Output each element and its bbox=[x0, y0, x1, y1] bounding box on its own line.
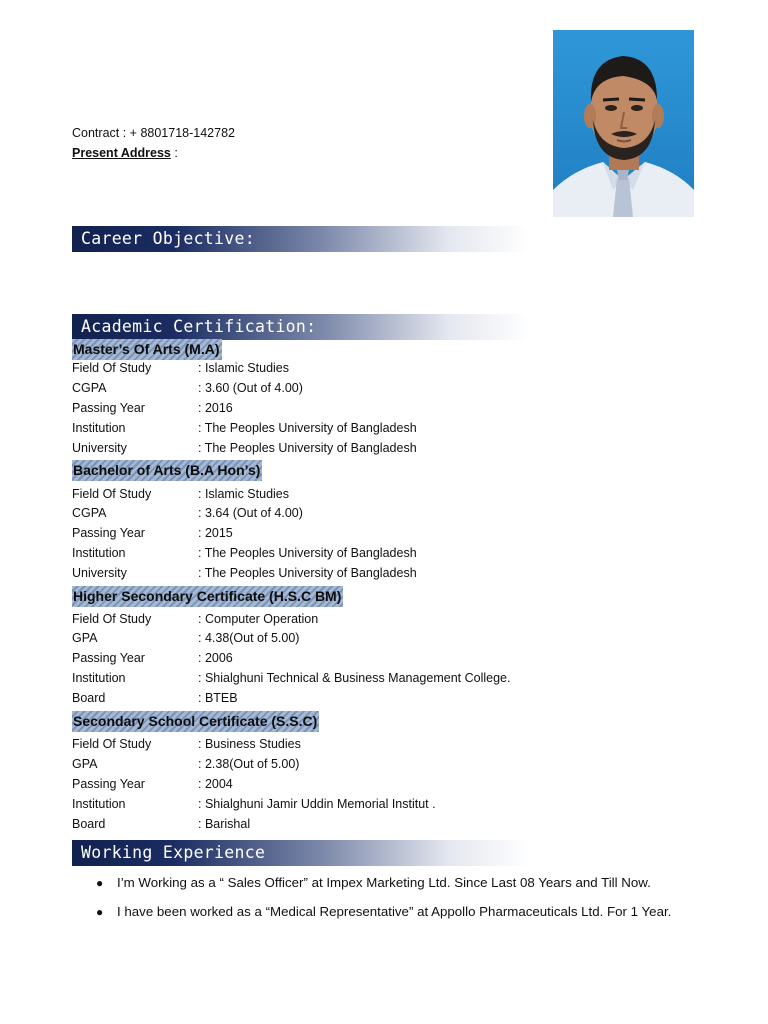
row-value: : Barishal bbox=[198, 817, 251, 831]
table-row bbox=[72, 794, 436, 814]
row-value: : Islamic Studies bbox=[198, 361, 290, 375]
row-value: : 3.64 (Out of 4.00) bbox=[198, 506, 303, 520]
row-key: Institution bbox=[72, 546, 126, 560]
degree-title-hsc: Higher Secondary Certificate (H.S.C BM) bbox=[72, 586, 343, 607]
contract-label: Contract bbox=[72, 126, 120, 140]
table-row bbox=[72, 668, 510, 688]
row-key: Field Of Study bbox=[72, 487, 152, 501]
row-key: GPA bbox=[72, 631, 98, 645]
row-value: : The Peoples University of Bangladesh bbox=[198, 546, 417, 560]
row-key: Passing Year bbox=[72, 651, 145, 665]
row-value: : BTEB bbox=[198, 691, 238, 705]
contract-separator: : bbox=[119, 126, 130, 140]
table-row bbox=[72, 814, 250, 834]
table-row bbox=[72, 484, 289, 504]
table-row bbox=[72, 563, 417, 583]
row-value: : 2015 bbox=[198, 526, 233, 540]
row-value: : Computer Operation bbox=[198, 612, 319, 626]
present-address-label: Present Address bbox=[72, 146, 171, 160]
row-value: : Shialghuni Jamir Uddin Memorial Institut . bbox=[198, 797, 436, 811]
row-key: Board bbox=[72, 817, 106, 831]
row-key: Passing Year bbox=[72, 401, 145, 415]
row-value: : 2016 bbox=[198, 401, 233, 415]
degree-title-ba: Bachelor of Arts (B.A Hon’s) bbox=[72, 460, 262, 481]
bullet-icon: ● bbox=[96, 876, 104, 890]
list-item bbox=[96, 873, 651, 893]
row-value: : 2.38(Out of 5.00) bbox=[198, 757, 300, 771]
row-key: University bbox=[72, 441, 127, 455]
row-key: Institution bbox=[72, 671, 126, 685]
profile-photo-drawing bbox=[553, 30, 694, 217]
row-value: : Islamic Studies bbox=[198, 487, 290, 501]
table-row bbox=[72, 688, 238, 708]
table-row bbox=[72, 438, 417, 458]
table-row bbox=[72, 543, 417, 563]
row-key: Board bbox=[72, 691, 106, 705]
row-value: : The Peoples University of Bangladesh bbox=[198, 566, 417, 580]
table-row bbox=[72, 378, 303, 398]
contract-number: + 8801718-142782 bbox=[129, 126, 235, 140]
row-key: CGPA bbox=[72, 506, 107, 520]
table-row bbox=[72, 648, 233, 668]
contract-line bbox=[72, 123, 235, 143]
list-item bbox=[96, 902, 671, 922]
table-row bbox=[72, 774, 233, 794]
row-key: Institution bbox=[72, 421, 126, 435]
table-row bbox=[72, 398, 233, 418]
table-row bbox=[72, 734, 301, 754]
row-value: : The Peoples University of Bangladesh bbox=[198, 421, 417, 435]
row-key: University bbox=[72, 566, 127, 580]
row-key: Field Of Study bbox=[72, 612, 152, 626]
section-academic-certification: Academic Certification: bbox=[72, 314, 530, 340]
row-value: : 2004 bbox=[198, 777, 233, 791]
profile-photo bbox=[553, 30, 694, 217]
bullet-icon: ● bbox=[96, 905, 104, 919]
experience-text: I’m Working as a “ Sales Officer” at Impex Marketing Ltd. Since Last 08 Years and Till Now. bbox=[117, 875, 651, 890]
row-key: Institution bbox=[72, 797, 126, 811]
degree-title-ma: Master’s Of Arts (M.A) bbox=[72, 339, 222, 360]
experience-text: I have been worked as a “Medical Representative” at Appollo Pharmaceuticals Ltd. For 1 Year. bbox=[117, 904, 672, 919]
row-value: : 2006 bbox=[198, 651, 233, 665]
row-value: : Business Studies bbox=[198, 737, 301, 751]
contact-block bbox=[72, 123, 235, 163]
table-row bbox=[72, 628, 299, 648]
address-line bbox=[72, 143, 235, 163]
row-value: : 4.38(Out of 5.00) bbox=[198, 631, 300, 645]
row-value: : 3.60 (Out of 4.00) bbox=[198, 381, 303, 395]
table-row bbox=[72, 418, 417, 438]
table-row bbox=[72, 523, 233, 543]
row-value: : Shialghuni Technical & Business Management College. bbox=[198, 671, 511, 685]
row-key: CGPA bbox=[72, 381, 107, 395]
row-value: : The Peoples University of Bangladesh bbox=[198, 441, 417, 455]
address-separator: : bbox=[170, 146, 178, 160]
table-row bbox=[72, 754, 299, 774]
table-row bbox=[72, 503, 303, 523]
section-working-experience: Working Experience bbox=[72, 840, 530, 866]
degree-title-ssc: Secondary School Certificate (S.S.C) bbox=[72, 711, 319, 732]
section-career-objective: Career Objective: bbox=[72, 226, 530, 252]
row-key: Field Of Study bbox=[72, 361, 152, 375]
table-row bbox=[72, 358, 289, 378]
row-key: Field Of Study bbox=[72, 737, 152, 751]
row-key: GPA bbox=[72, 757, 98, 771]
table-row bbox=[72, 609, 318, 629]
row-key: Passing Year bbox=[72, 526, 145, 540]
row-key: Passing Year bbox=[72, 777, 145, 791]
